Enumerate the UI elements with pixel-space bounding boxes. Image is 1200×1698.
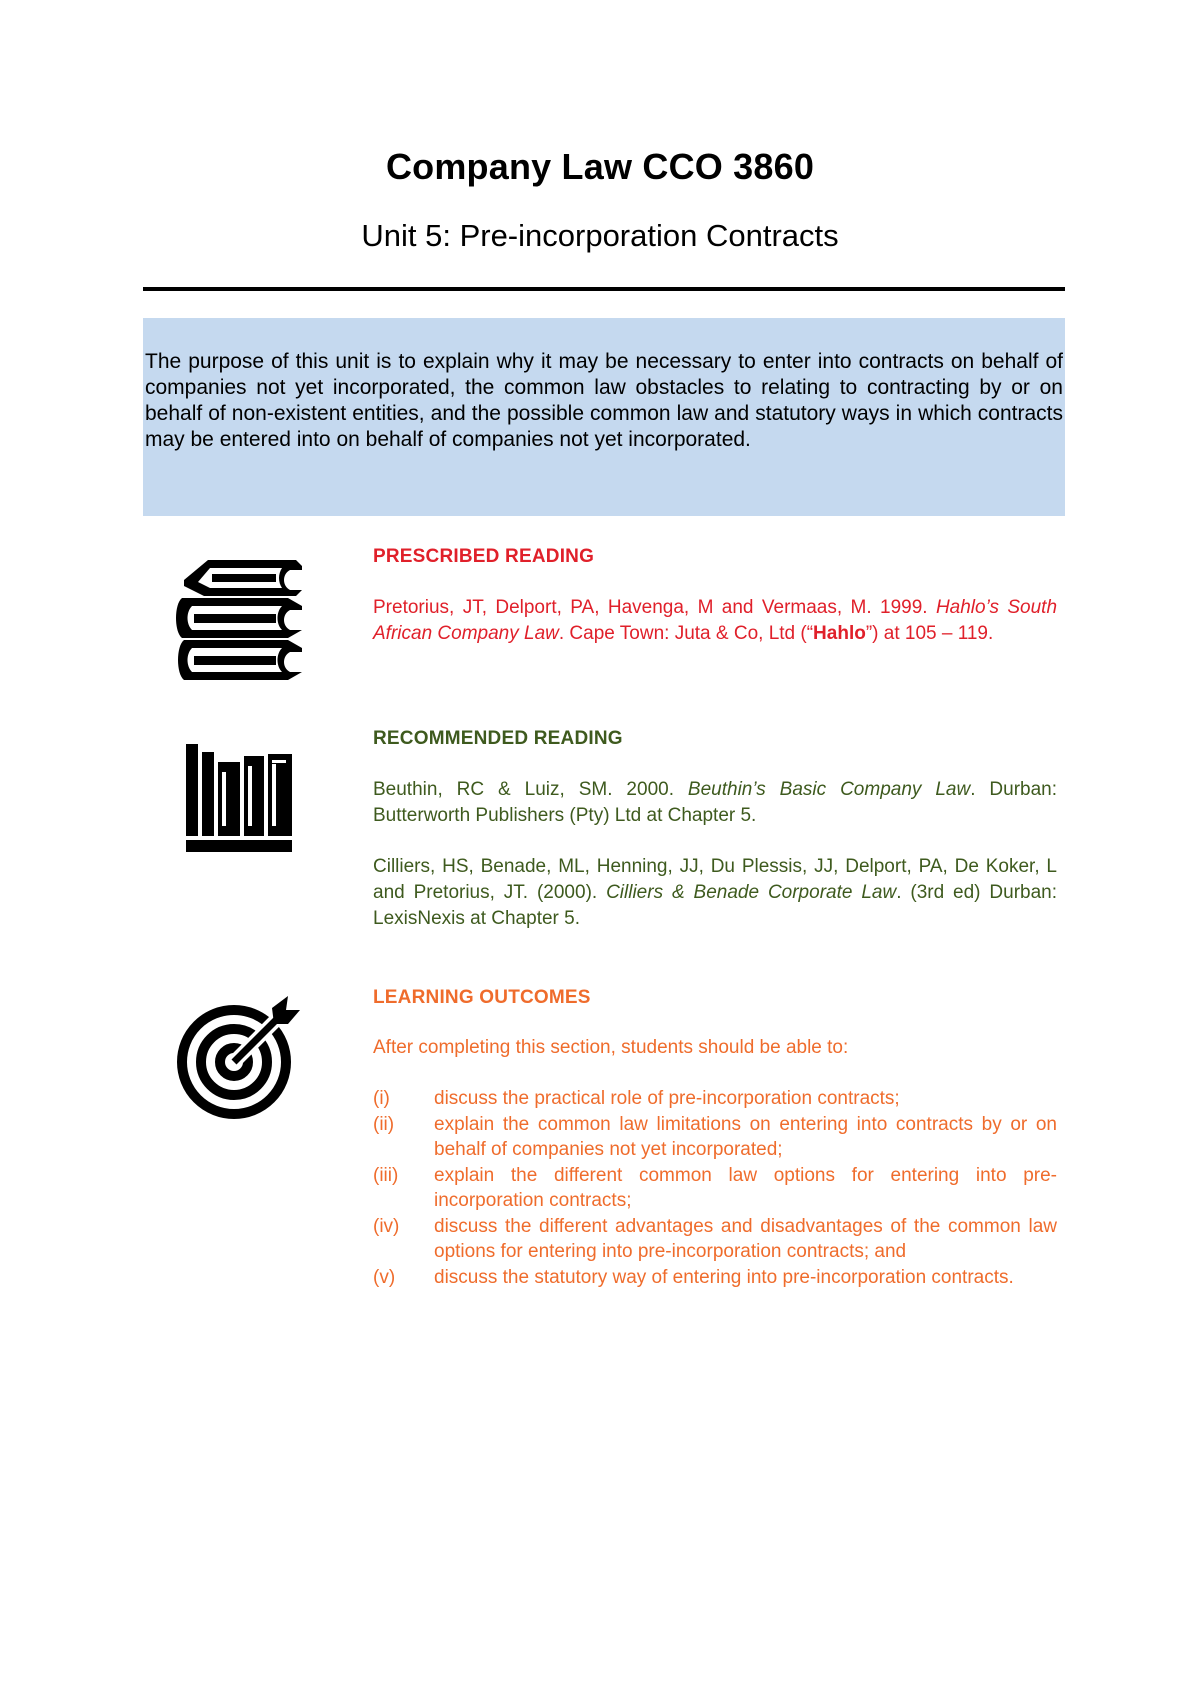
outcome-number: (iv) (373, 1215, 400, 1237)
outcome-number: (v) (373, 1266, 396, 1288)
prescribed-reading-heading: PRESCRIBED READING (373, 546, 595, 567)
ref2-rest: . (3rd ed) Durban: LexisNexis at Chapter 5. (373, 882, 1057, 929)
recommended-reference-1 (373, 777, 1057, 829)
prescribed-pages: ”) at 105 – 119. (865, 623, 994, 644)
bookshelf-icon (186, 744, 294, 854)
prescribed-book-title: Hahlo’s South African Company Law (373, 597, 1058, 644)
learning-outcomes-list (373, 1086, 1057, 1290)
purpose-box (143, 318, 1065, 516)
prescribed-reading-section (373, 546, 1057, 647)
ref1-title: Beuthin’s Basic Company Law (687, 779, 971, 800)
outcome-number: (ii) (373, 1113, 395, 1135)
book-stack-icon (170, 556, 308, 684)
outcome-text: discuss the different advantages and disadvantages of the common law options for entering into pre-incorporation contracts; and (434, 1215, 1057, 1262)
outcome-text: explain the common law limitations on entering into contracts by or on behalf of companies not yet incorporated; (434, 1113, 1057, 1160)
ref1-authors: Beuthin, RC & Luiz, SM. 2000. (373, 779, 688, 800)
outcome-text: explain the different common law options for entering into pre-incorporation contracts; (434, 1164, 1057, 1211)
prescribed-publisher: . Cape Town: Juta & Co, Ltd (“ (558, 623, 814, 644)
outcome-text: discuss the statutory way of entering into pre-incorporation contracts. (434, 1266, 1014, 1288)
outcome-number: (i) (373, 1088, 390, 1109)
learning-outcomes-heading: LEARNING OUTCOMES (373, 987, 591, 1008)
learning-outcomes-intro: After completing this section, students should be able to: (373, 1037, 849, 1058)
prescribed-authors: Pretorius, JT, Delport, PA, Havenga, M and Vermaas, M. 1999. (373, 597, 936, 618)
outcome-item (373, 1112, 1057, 1163)
outcome-item (373, 1265, 1057, 1291)
ref1-rest: . Durban: Butterworth Publishers (Pty) Ltd at Chapter 5. (373, 779, 1057, 826)
document-title: Company Law CCO 3860 (385, 146, 815, 187)
recommended-reference-2 (373, 854, 1057, 932)
prescribed-reference (373, 595, 1057, 647)
purpose-text: The purpose of this unit is to explain why it may be necessary to enter into contracts on behalf of companies not yet incorporated, the common law obstacles to relating to contracting by or on behalf of non-existent entities, and the possible common law and statutory ways in which contracts may be entered into on behalf of companies not yet incorporated. (145, 350, 1063, 451)
title-divider (143, 287, 1065, 291)
target-arrow-icon (176, 996, 302, 1122)
outcome-item (373, 1214, 1057, 1265)
outcome-item (373, 1163, 1057, 1214)
recommended-reading-section (373, 728, 1057, 932)
outcome-number: (iii) (373, 1164, 399, 1186)
ref2-authors: Cilliers, HS, Benade, ML, Henning, JJ, Du Plessis, JJ, Delport, PA, De Koker, L and Pretorius, JT. (2000). (373, 856, 1057, 903)
outcome-item (373, 1086, 1057, 1112)
learning-outcomes-section (373, 987, 1057, 1290)
ref2-title: Cilliers & Benade Corporate Law (606, 882, 897, 903)
outcome-text: discuss the practical role of pre-incorporation contracts; (434, 1088, 900, 1109)
unit-subtitle: Unit 5: Pre-incorporation Contracts (361, 218, 839, 253)
recommended-reading-heading: RECOMMENDED READING (373, 728, 623, 749)
prescribed-short-name: Hahlo (813, 623, 866, 644)
